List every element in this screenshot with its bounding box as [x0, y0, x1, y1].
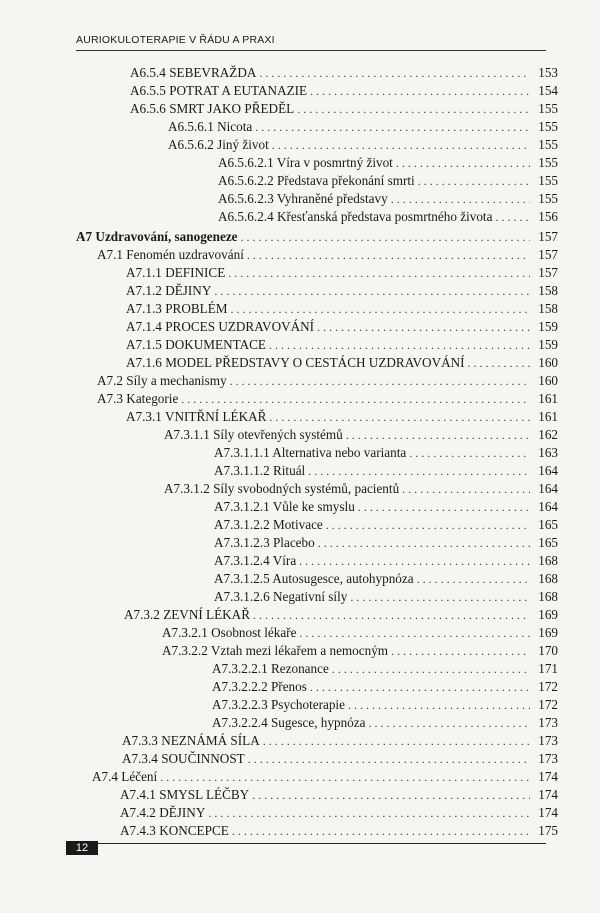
dot-leader: [263, 732, 530, 750]
toc-entry-page: 168: [538, 571, 558, 586]
toc-entry: [126, 318, 558, 336]
dot-leader: [317, 318, 530, 336]
toc-entry: [212, 660, 558, 678]
toc-entry-label: A7.3.1.2.4 Víra: [214, 553, 297, 568]
toc-entry-label: A7.1.5 DOKUMENTACE: [126, 337, 266, 352]
toc-entry-page: 164: [538, 499, 558, 514]
toc-entry-page: 175: [538, 823, 558, 838]
toc-entry-label: A7.4.2 DĚJINY: [120, 805, 206, 820]
toc-entry: [164, 480, 558, 498]
toc-entry: [97, 390, 558, 408]
toc-entry: [164, 426, 558, 444]
toc-entry-page: 158: [538, 283, 558, 298]
dot-leader: [252, 786, 530, 804]
toc-entry-page: 157: [538, 229, 558, 244]
toc-entry-label: A7.3.1 VNITŘNÍ LÉKAŘ: [126, 409, 267, 424]
toc-entry: [218, 172, 558, 190]
toc-entry-label: A7.4 Léčení: [92, 769, 158, 784]
toc-entry: [218, 208, 558, 226]
toc-entry-label: A6.5.6.2.3 Vyhraněné představy: [218, 191, 388, 206]
toc-entry-label: A7.3.2.2 Vztah mezi lékařem a nemocným: [162, 643, 389, 658]
toc-entry-page: 171: [538, 661, 558, 676]
toc-entry-page: 172: [538, 697, 558, 712]
toc-entry-page: 155: [538, 191, 558, 206]
toc-entry-page: 163: [538, 445, 558, 460]
dot-leader: [308, 462, 530, 480]
dot-leader: [418, 172, 530, 190]
toc-entry-label: A7.3.2 ZEVNÍ LÉKAŘ: [124, 607, 250, 622]
toc-chapter-entry: [76, 228, 558, 246]
toc-entry: [214, 462, 558, 480]
toc-entry-label: A7 Uzdravování, sanogeneze: [76, 229, 238, 244]
toc-entry-label: A7.3.1.2.2 Motivace: [214, 517, 323, 532]
toc-entry-page: 154: [538, 83, 558, 98]
toc-entry-page: 155: [538, 155, 558, 170]
toc-entry: [168, 118, 558, 136]
toc-entry: [212, 696, 558, 714]
toc-entry: [214, 570, 558, 588]
toc-entry-page: 157: [538, 247, 558, 262]
running-header: AURIOKULOTERAPIE V ŘÁDU A PRAXI: [76, 34, 546, 51]
page-number: 12: [66, 841, 98, 855]
dot-leader: [297, 100, 530, 118]
dot-leader: [230, 300, 530, 318]
toc-entry: [122, 750, 558, 768]
toc-entry-label: A7.3.1.2.3 Placebo: [214, 535, 315, 550]
toc-entry-label: A7.3.3 NEZNÁMÁ SÍLA: [122, 733, 260, 748]
toc-entry: [122, 732, 558, 750]
toc-entry-page: 164: [538, 481, 558, 496]
toc-entry: [124, 606, 558, 624]
dot-leader: [241, 228, 530, 246]
dot-leader: [468, 354, 530, 372]
toc-entry-page: 155: [538, 137, 558, 152]
dot-leader: [247, 246, 530, 264]
dot-leader: [230, 372, 530, 390]
toc-entry-page: 165: [538, 535, 558, 550]
dot-leader: [208, 804, 530, 822]
toc-entry-page: 155: [538, 173, 558, 188]
toc-entry: [214, 516, 558, 534]
toc-entry-label: A7.3.1.1 Síly otevřených systémů: [164, 427, 343, 442]
toc-entry-page: 161: [538, 391, 558, 406]
toc-entry: [212, 714, 558, 732]
toc-entry-label: A7.3.1.2 Síly svobodných systémů, pacientů: [164, 481, 400, 496]
toc-entry-label: A7.2 Síly a mechanismy: [97, 373, 227, 388]
toc-entry-label: A7.3.1.2.5 Autosugesce, autohypnóza: [214, 571, 414, 586]
toc-entry-page: 153: [538, 65, 558, 80]
dot-leader: [310, 82, 530, 100]
toc-entry: [120, 822, 558, 840]
toc-entry: [162, 642, 558, 660]
toc-entry-page: 155: [538, 101, 558, 116]
toc-entry-label: A7.1.2 DĚJINY: [126, 283, 212, 298]
toc-entry: [214, 444, 558, 462]
toc-entry-page: 164: [538, 463, 558, 478]
toc-entry: [126, 354, 558, 372]
toc-entry: [168, 136, 558, 154]
dot-leader: [255, 118, 530, 136]
toc-entry: [130, 100, 558, 118]
toc-entry: [212, 678, 558, 696]
toc-entry: [92, 768, 558, 786]
toc-entry: [126, 336, 558, 354]
toc-entry-page: 156: [538, 209, 558, 224]
footer-rule: [66, 843, 546, 844]
dot-leader: [310, 678, 530, 696]
toc-entry-label: A6.5.4 SEBEVRAŽDA: [130, 65, 257, 80]
toc-entry-page: 173: [538, 751, 558, 766]
toc-entry-label: A6.5.6.2.2 Představa překonání smrti: [218, 173, 415, 188]
toc-entry-label: A7.1 Fenomén uzdravování: [97, 247, 244, 262]
toc-entry-page: 169: [538, 607, 558, 622]
toc-entry-page: 168: [538, 553, 558, 568]
dot-leader: [232, 822, 530, 840]
dot-leader: [253, 606, 530, 624]
toc-entry-page: 174: [538, 805, 558, 820]
toc-entry-label: A7.3.1.1.2 Rituál: [214, 463, 306, 478]
toc-entry: [214, 552, 558, 570]
toc-entry: [214, 534, 558, 552]
toc-entry-label: A7.3.2.1 Osobnost lékaře: [162, 625, 297, 640]
toc-entry-label: A7.4.3 KONCEPCE: [120, 823, 229, 838]
toc-entry-label: A6.5.6.2.4 Křesťanská představa posmrtného života: [218, 209, 493, 224]
toc-entry-label: A7.3.2.2.1 Rezonance: [212, 661, 329, 676]
toc-entry-label: A6.5.6.1 Nicota: [168, 119, 253, 134]
toc-entry: [97, 246, 558, 264]
toc-entry: [130, 82, 558, 100]
toc-entry-page: 160: [538, 373, 558, 388]
toc-entry-label: A6.5.6 SMRT JAKO PŘEDĚL: [130, 101, 295, 116]
dot-leader: [269, 336, 530, 354]
dot-leader: [391, 642, 530, 660]
dot-leader: [495, 208, 530, 226]
dot-leader: [269, 408, 530, 426]
toc-entry-label: A7.1.6 MODEL PŘEDSTAVY O CESTÁCH UZDRAVOVÁNÍ: [126, 355, 465, 370]
toc-entry: [214, 498, 558, 516]
toc-entry-page: 172: [538, 679, 558, 694]
toc-entry-label: A7.3.2.2.3 Psychoterapie: [212, 697, 345, 712]
dot-leader: [396, 154, 530, 172]
toc-entry-page: 158: [538, 301, 558, 316]
toc-entry: [218, 190, 558, 208]
toc-entry-label: A6.5.6.2 Jiný život: [168, 137, 269, 152]
toc-entry-label: A7.1.1 DEFINICE: [126, 265, 226, 280]
toc-entry-page: 160: [538, 355, 558, 370]
toc-entry-label: A7.3.2.2.2 Přenos: [212, 679, 307, 694]
toc-entry: [97, 372, 558, 390]
toc-entry-page: 159: [538, 319, 558, 334]
toc-entry-page: 173: [538, 733, 558, 748]
dot-leader: [228, 264, 530, 282]
toc-entry: [120, 786, 558, 804]
dot-leader: [348, 696, 530, 714]
dot-leader: [299, 624, 530, 642]
dot-leader: [417, 570, 530, 588]
toc-entry: [218, 154, 558, 172]
toc-entry-label: A6.5.6.2.1 Víra v posmrtný život: [218, 155, 393, 170]
toc-entry-label: A7.1.4 PROCES UZDRAVOVÁNÍ: [126, 319, 315, 334]
dot-leader: [358, 498, 530, 516]
toc-entry-label: A7.3 Kategorie: [97, 391, 179, 406]
dot-leader: [368, 714, 530, 732]
toc-entry-page: 169: [538, 625, 558, 640]
toc-entry-page: 173: [538, 715, 558, 730]
toc-entry-label: A7.3.4 SOUČINNOST: [122, 751, 245, 766]
dot-leader: [409, 444, 530, 462]
toc-entry-page: 159: [538, 337, 558, 352]
toc-entry: [162, 624, 558, 642]
toc-entry-label: A7.1.3 PROBLÉM: [126, 301, 228, 316]
toc-entry-label: A7.3.1.1.1 Alternativa nebo varianta: [214, 445, 407, 460]
toc-entry: [130, 64, 558, 82]
toc-entry-page: 174: [538, 769, 558, 784]
toc-entry-page: 161: [538, 409, 558, 424]
dot-leader: [272, 136, 530, 154]
toc-entry-label: A7.3.1.2.6 Negativní síly: [214, 589, 348, 604]
toc-entry: [214, 588, 558, 606]
toc-entry: [126, 408, 558, 426]
dot-leader: [248, 750, 530, 768]
toc-entry-label: A7.3.2.2.4 Sugesce, hypnóza: [212, 715, 366, 730]
dot-leader: [160, 768, 530, 786]
toc-entry-page: 155: [538, 119, 558, 134]
dot-leader: [391, 190, 530, 208]
dot-leader: [326, 516, 530, 534]
toc-entry: [120, 804, 558, 822]
dot-leader: [299, 552, 530, 570]
toc-entry-page: 165: [538, 517, 558, 532]
toc-entry: [126, 282, 558, 300]
toc-entry-page: 174: [538, 787, 558, 802]
dot-leader: [332, 660, 530, 678]
dot-leader: [350, 588, 530, 606]
toc-entry-label: A6.5.5 POTRAT A EUTANAZIE: [130, 83, 308, 98]
dot-leader: [214, 282, 530, 300]
toc-entry-label: A7.4.1 SMYSL LÉČBY: [120, 787, 250, 802]
toc-entry-page: 162: [538, 427, 558, 442]
dot-leader: [259, 64, 530, 82]
toc-entry-page: 168: [538, 589, 558, 604]
toc-entry-page: 170: [538, 643, 558, 658]
toc-entry: [126, 264, 558, 282]
dot-leader: [181, 390, 530, 408]
toc-entry-page: 157: [538, 265, 558, 280]
toc-entry: [126, 300, 558, 318]
toc-entry-label: A7.3.1.2.1 Vůle ke smyslu: [214, 499, 355, 514]
dot-leader: [346, 426, 530, 444]
dot-leader: [402, 480, 530, 498]
dot-leader: [318, 534, 530, 552]
